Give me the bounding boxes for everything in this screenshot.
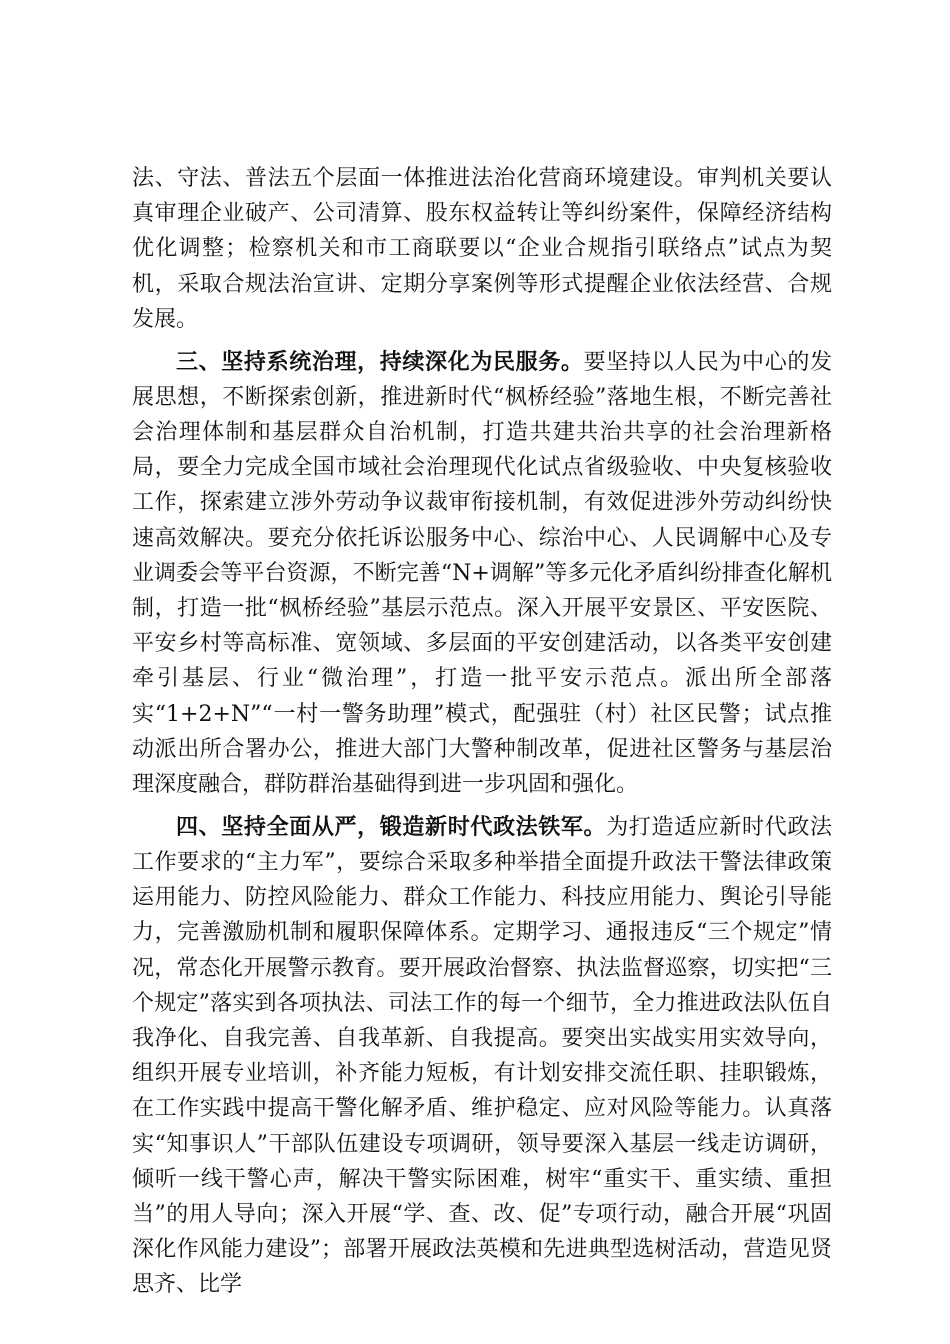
paragraph-2-heading: 三、坚持系统治理，持续深化为民服务。 bbox=[176, 349, 584, 375]
document-body bbox=[132, 161, 832, 1303]
paragraph-3-heading: 四、坚持全面从严，锻造新时代政法铁军。 bbox=[176, 814, 607, 840]
paragraph-3-text: 为打造适应新时代政法工作要求的“主力军”，要综合采取多种举措全面提升政法干警法律政策运用能力、防控风险能力、群众工作能力、科技应用能力、舆论引导能力，完善激励机制和履职保障体系。定期学习、通报违反“三个规定”情况，常态化开展警示教育。要开展政治督察、执法监督巡察，切实把“三个规定”落实到各项执法、司法工作的每一个细节，全力推进政法队伍自我净化、自我完善、自我革新、自我提高。要突出实战实用实效导向，组织开展专业培训，补齐能力短板，有计划安排交流任职、挂职锻炼，在工作实践中提高干警化解矛盾、维护稳定、应对风险等能力。认真落实“知事识人”干部队伍建设专项调研，领导要深入基层一线走访调研，倾听一线干警心声，解决干警实际困难，树牢“重实干、重实绩、重担当”的用人导向；深入开展“学、查、改、促”专项行动，融合开展“巩固深化作风能力建设”；部署开展政法英模和先进典型选树活动，营造见贤思齐、比学 bbox=[132, 814, 832, 1298]
paragraph-3 bbox=[132, 810, 832, 1303]
paragraph-2 bbox=[132, 345, 832, 803]
paragraph-1-text: 法、守法、普法五个层面一体推进法治化营商环境建设。审判机关要认真审理企业破产、公司清算、股东权益转让等纠纷案件，保障经济结构优化调整；检察机关和市工商联要以“企业合规指引联络点”试点为契机，采取合规法治宣讲、定期分享案例等形式提醒企业依法经营、合规发展。 bbox=[132, 166, 832, 332]
paragraph-1 bbox=[132, 161, 832, 337]
paragraph-2-text: 要坚持以人民为中心的发展思想，不断探索创新，推进新时代“枫桥经验”落地生根，不断完善社会治理体制和基层群众自治机制，打造共建共治共享的社会治理新格局，要全力完成全国市域社会治理现代化试点省级验收、中央复核验收工作，探索建立涉外劳动争议裁审衔接机制，有效促进涉外劳动纠纷快速高效解决。要充分依托诉讼服务中心、综治中心、人民调解中心及专业调委会等平台资源，不断完善“N+调解”等多元化矛盾纠纷排查化解机制，打造一批“枫桥经验”基层示范点。深入开展平安景区、平安医院、平安乡村等高标准、宽领域、多层面的平安创建活动，以各类平安创建牵引基层、行业“微治理”，打造一批平安示范点。派出所全部落实“1+2+N”“一村一警务助理”模式，配强驻（村）社区民警；试点推动派出所合署办公，推进大部门大警种制改革，促进社区警务与基层治理深度融合，群防群治基础得到进一步巩固和强化。 bbox=[132, 349, 832, 798]
